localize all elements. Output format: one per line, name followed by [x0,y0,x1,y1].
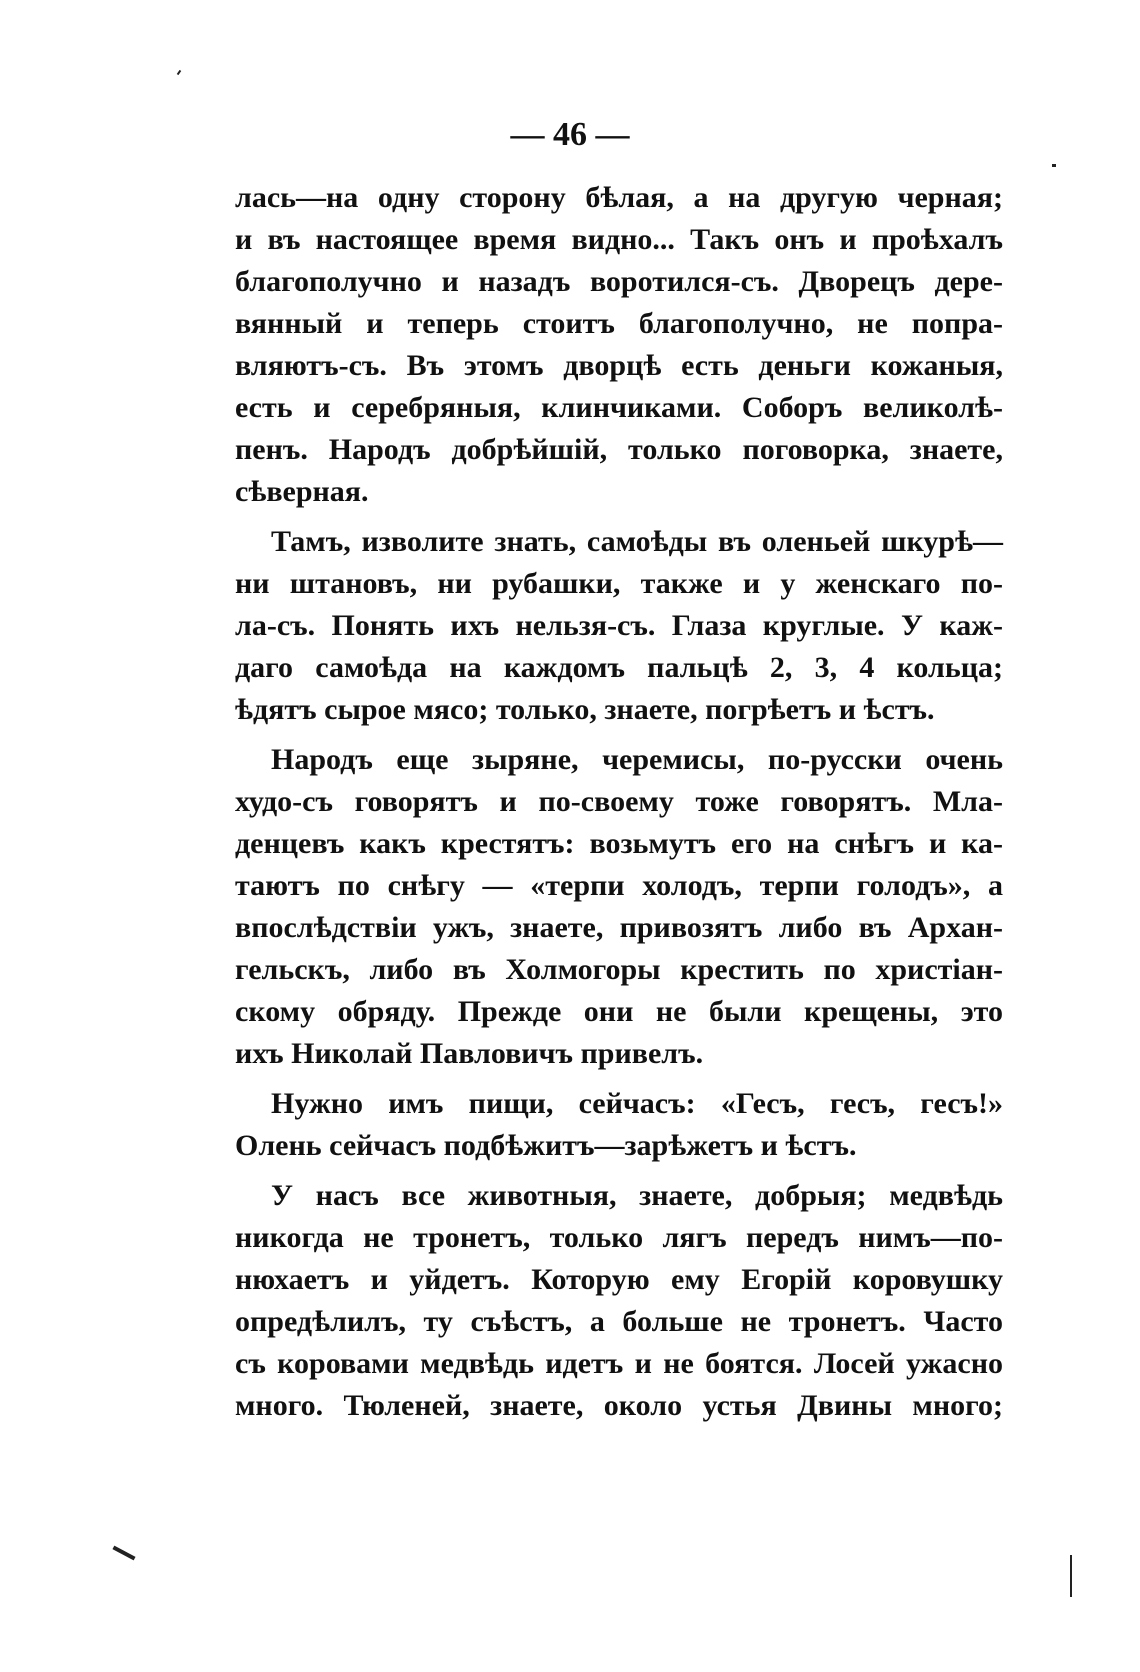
text-line: опредѣлилъ, ту съѣстъ, а больше не тронетъ. Часто [235,1305,1003,1338]
text-line: нюхаетъ и уйдетъ. Которую ему Егорій коровушку [235,1263,1003,1296]
text-line: много. Тюленей, знаете, около устья Двины много; [235,1389,1003,1422]
text-line: Олень сейчасъ подбѣжитъ—зарѣжетъ и ѣстъ. [235,1129,857,1162]
text-line: лась—на одну сторону бѣлая, а на другую черная; [235,181,1003,214]
text-line: Народъ еще зыряне, черемисы, по-русски очень [271,743,1003,776]
scan-edge-mark [1070,1555,1072,1597]
text-line: пенъ. Народъ добрѣйшій, только поговорка, знаете, [235,433,1003,466]
text-line: ѣдятъ сырое мясо; только, знаете, погрѣетъ и ѣстъ. [235,693,935,726]
text-line: ла-съ. Понять ихъ нельзя-съ. Глаза круглые. У каж- [235,609,1003,642]
text-line: благополучно и назадъ воротился-съ. Дворецъ дере- [235,265,1003,298]
paragraph [235,1175,1003,1427]
text-line: ихъ Николай Павловичъ привелъ. [235,1037,704,1070]
text-line: впослѣдствіи ужъ, знаете, привозятъ либо въ Архан- [235,911,1003,944]
body-text [235,177,1003,1435]
text-line: и въ настоящее время видно... Такъ онъ и проѣхалъ [235,223,1003,256]
text-line: Тамъ, изволите знать, самоѣды въ оленьей шкурѣ— [271,525,1003,558]
text-line: никогда не тронетъ, только лягъ передъ нимъ—по- [235,1221,1003,1254]
paragraph [235,1083,1003,1167]
scan-speck [177,70,182,75]
text-line: ни штановъ, ни рубашки, также и у женскаго по- [235,567,1003,600]
scan-speck [1052,164,1056,167]
text-line: сѣверная. [235,475,369,508]
paragraph [235,739,1003,1075]
text-line: денцевъ какъ крестятъ: возьмутъ его на снѣгъ и ка- [235,827,1003,860]
text-line: даго самоѣда на каждомъ пальцѣ 2, 3, 4 кольца; [235,651,1003,684]
scan-speck [112,1546,135,1561]
text-line: Нужно имъ пищи, сейчасъ: «Гесъ, гесъ, гесъ!» [271,1087,1003,1120]
paragraph [235,521,1003,731]
text-line: таютъ по снѣгу — «терпи холодъ, терпи голодъ», а [235,869,1003,902]
text-line: вляютъ-съ. Въ этомъ дворцѣ есть деньги кожаныя, [235,349,1003,382]
text-line: есть и серебряныя, клинчиками. Соборъ великолѣ- [235,391,1003,424]
text-line: съ коровами медвѣдь идетъ и не боятся. Лосей ужасно [235,1347,1003,1380]
text-line: У насъ все животныя, знаете, добрыя; медвѣдь [271,1179,1003,1212]
text-line: худо-съ говорятъ и по-своему тоже говорятъ. Мла- [235,785,1003,818]
text-line: вянный и теперь стоитъ благополучно, не попра- [235,307,1003,340]
text-line: скому обряду. Прежде они не были крещены, это [235,995,1003,1028]
paragraph [235,177,1003,513]
text-line: гельскъ, либо въ Холмогоры крестить по христіан- [235,953,1003,986]
page-number: — 46 — [510,116,630,153]
